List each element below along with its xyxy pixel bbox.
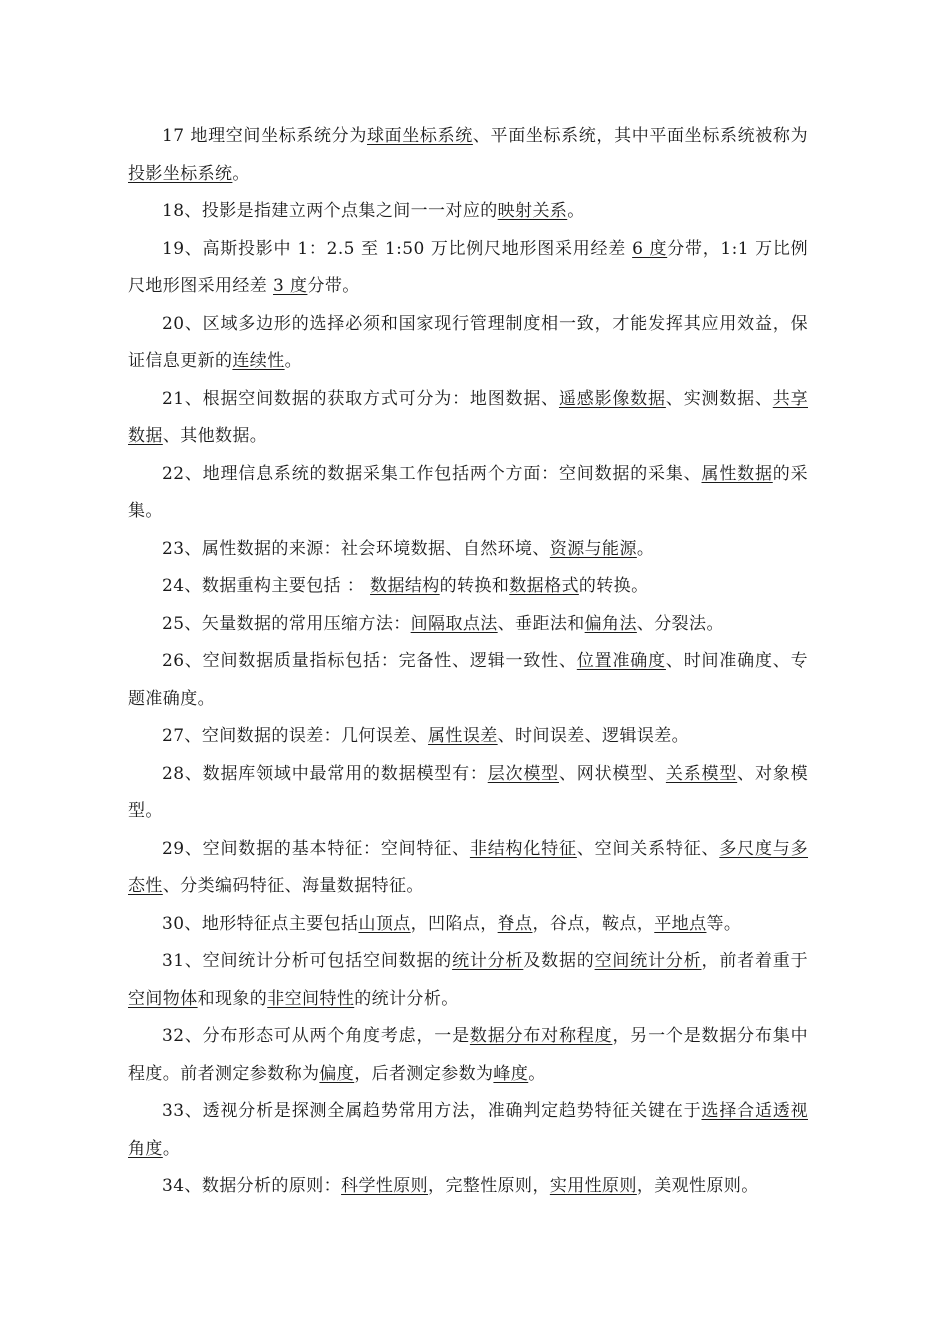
question-text: 分带。 [307,276,360,296]
question-text: 24、数据重构主要包括 ： [162,576,371,596]
question-text: 27、空间数据的误差：几何误差、 [162,726,429,746]
list-item [128,1018,808,1093]
underlined-answer: 属性误差 [428,726,498,746]
underlined-answer: 间隔取点法 [410,613,498,634]
list-item [128,381,808,456]
list-item [128,193,808,231]
question-text: 的统计分析。 [354,988,459,1009]
underlined-answer: 数据格式 [509,576,579,596]
question-text: 的转换和 [439,576,510,596]
list-item [128,718,808,756]
underlined-answer: 偏角法 [584,613,637,634]
question-text: 。 [162,1138,181,1159]
question-text: 、实测数据、 [665,388,773,409]
underlined-answer: 非空间特性 [267,988,355,1009]
question-text: 33、透视分析是探测全属趋势常用方法，准确判定趋势特征关键在于 [162,1101,702,1121]
question-text: 19、高斯投影中 1：2.5 至 1:50 万比例尺地形图采用经差 [162,238,633,259]
list-item [128,568,808,606]
underlined-answer: 连续性 [232,351,285,371]
list-item [128,456,808,531]
question-text: 。 [528,1063,546,1084]
list-item [128,943,808,1018]
question-text: 34、数据分析的原则： [162,1176,342,1196]
underlined-answer: 遥感影像数据 [558,388,666,409]
list-item [128,831,808,906]
question-text: 17 地理空间坐标系统分为 [162,126,367,146]
question-text: 21、根据空间数据的获取方式可分为：地图数据、 [162,388,559,409]
list-item [128,756,808,831]
underlined-answer: 多尺度与多态性 [128,838,809,896]
question-text: 的采集。 [128,463,808,521]
question-text: 、垂距法和 [497,613,585,634]
question-text: 25、矢量数据的常用压缩方法： [162,613,411,634]
question-text: ，后者测定参数为 [354,1063,494,1084]
underlined-answer: 脊点 [497,913,533,934]
question-text: 、时间准确度、专题准确度。 [128,651,809,709]
underlined-answer: 偏度 [319,1063,355,1084]
question-text: 20、区域多边形的选择必须和国家现行管理制度相一致，才能发挥其应用效益，保证信息更新的 [128,313,808,371]
question-text: ，美观性原则。 [636,1176,759,1196]
question-text: 。 [232,163,250,184]
question-text: 32、分布形态可从两个角度考虑，一是 [162,1026,470,1046]
question-text: 18、投影是指建立两个点集之间一一对应的 [162,201,498,221]
question-text: 、其他数据。 [162,426,268,446]
underlined-answer: 6 度 [632,238,668,259]
question-text: 31、空间统计分析可包括空间数据的 [162,951,453,971]
question-text: 的转换。 [578,576,649,596]
question-text: 23、属性数据的来源：社会环境数据、自然环境、 [162,538,550,559]
fill-in-answer-list [128,118,808,1206]
underlined-answer: 平地点 [654,913,707,934]
question-text: 。 [567,201,585,221]
underlined-answer: 数据分布对称程度 [469,1026,613,1046]
question-text: 、分类编码特征、海量数据特征。 [162,876,424,896]
underlined-answer: 关系模型 [665,763,738,784]
question-text: 和现象的 [197,988,268,1009]
underlined-answer: 共享数据 [128,388,808,446]
underlined-answer: 球面坐标系统 [366,126,473,146]
question-text: ，完整性原则， [428,1176,550,1196]
list-item [128,231,808,306]
underlined-answer: 统计分析 [452,951,524,971]
underlined-answer: 选择合适透视角度 [128,1101,808,1159]
underlined-answer: 实用性原则 [549,1176,637,1196]
underlined-answer: 空间物体 [128,988,198,1009]
list-item [128,306,808,381]
question-text: 、空间关系特征、 [576,838,720,859]
question-text: 、分裂法。 [636,613,724,634]
question-text: 及数据的 [523,951,595,971]
underlined-answer: 非结构化特征 [469,838,577,859]
underlined-answer: 映射关系 [497,201,568,221]
underlined-answer: 位置准确度 [576,651,666,671]
question-text: 、对象模型。 [128,763,809,821]
list-item [128,531,808,569]
question-text: 等。 [706,913,742,934]
underlined-answer: 科学性原则 [341,1176,429,1196]
list-item [128,906,808,944]
question-text: 、平面坐标系统，其中平面坐标系统被称为 [472,126,808,146]
question-text: 28、数据库领域中最常用的数据模型有： [162,763,488,784]
underlined-answer: 数据结构 [370,576,440,596]
list-item [128,1168,808,1206]
question-text: 26、空间数据质量指标包括：完备性、逻辑一致性、 [162,651,577,671]
question-text: 30、地形特征点主要包括 [162,913,359,934]
question-text: 。 [284,351,303,371]
underlined-answer: 山顶点 [358,913,411,934]
underlined-answer: 资源与能源 [549,538,637,559]
underlined-answer: 3 度 [273,276,308,296]
question-text: 、时间误差、逻辑误差。 [497,726,690,746]
underlined-answer: 层次模型 [487,763,559,784]
question-text: ，谷点，鞍点， [532,913,655,934]
list-item [128,1093,808,1168]
question-text: ，另一个是数据分布集中程度。前者测定参数称为 [128,1026,808,1084]
list-item [128,118,808,193]
underlined-answer: 投影坐标系统 [128,163,233,184]
question-text: 。 [636,538,655,559]
question-text: 29、空间数据的基本特征：空间特征、 [162,838,470,859]
question-text: ，前者着重于 [701,951,808,971]
list-item [128,606,808,644]
list-item [128,643,808,718]
question-text: 22、地理信息系统的数据采集工作包括两个方面：空间数据的采集、 [162,463,702,484]
underlined-answer: 属性数据 [701,463,773,484]
question-text: 、网状模型、 [558,763,666,784]
underlined-answer: 峰度 [493,1063,529,1084]
underlined-answer: 空间统计分析 [594,951,702,971]
question-text: ，凹陷点， [410,913,498,934]
question-text: 分带，1:1 万比例尺地形图采用经差 [128,238,809,296]
